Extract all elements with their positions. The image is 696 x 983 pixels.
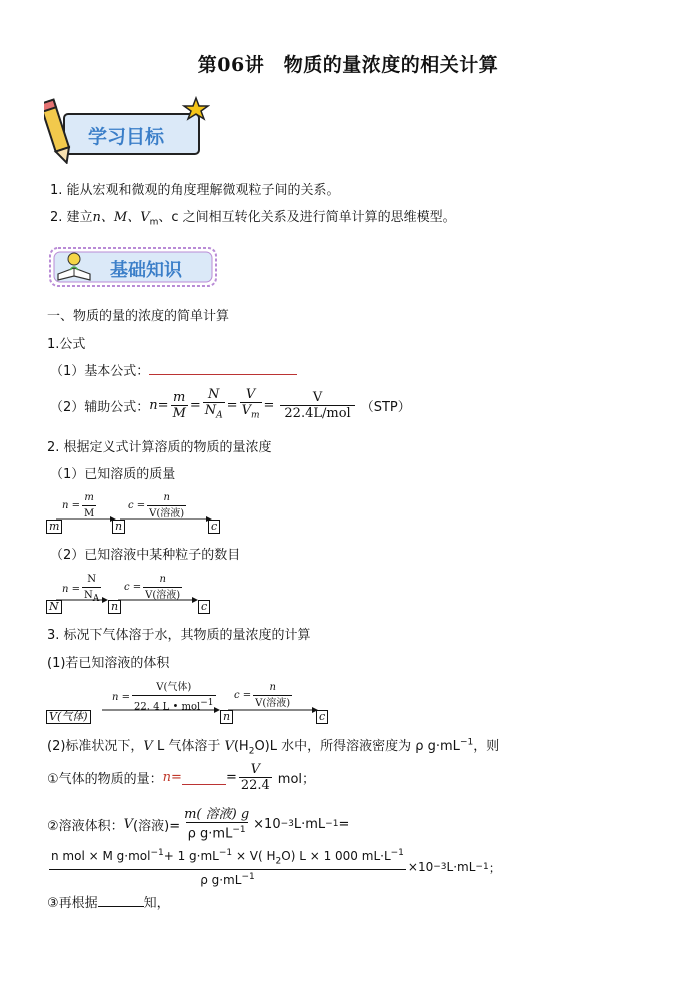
answer-blank[interactable] — [182, 770, 226, 785]
answer-blank[interactable] — [149, 360, 297, 375]
flow-box-c2: c — [198, 600, 210, 614]
goals-banner-title: 学习目标 — [88, 126, 165, 148]
flow-box-n: n — [112, 520, 125, 534]
subsection-2-2: （2）已知溶液中某种粒子的数目 — [50, 548, 241, 563]
flow-box-n3: n — [220, 710, 233, 724]
flow-diagram-2: n = $\frac{N}{N_A}$ c = $\frac{n}{\text{V(溶液)}}$ N n c — [46, 570, 216, 616]
flow-diagram-1: n = $\frac{m}{M}$ c = $\frac{n}{\text{V(溶液)}}$ m n c — [46, 488, 226, 536]
flow-box-m: m — [46, 520, 62, 534]
subsection-3-1: (1)若已知溶液的体积 — [47, 656, 170, 671]
step-1: ①气体的物质的量： n = = $\frac{V}{22.4}$ mol； — [47, 762, 316, 793]
subsection-2-1: （1）已知溶质的质量 — [50, 467, 176, 482]
subsection-formula: 1.公式 — [47, 337, 86, 352]
page-title: 第06讲 物质的量浓度的相关计算 — [197, 54, 499, 76]
section-heading: 一、物质的量的浓度的简单计算 — [47, 309, 230, 324]
goal-1: 1. 能从宏观和微观的角度理解微观粒子间的关系。 — [50, 183, 340, 198]
flow-box-c: c — [208, 520, 220, 534]
goals-banner — [44, 92, 210, 164]
subsection-2: 2. 根据定义式计算溶质的物质的量浓度 — [47, 440, 272, 455]
step-3: ③再根据 知， — [47, 892, 170, 911]
fraction-V-22.4: $\frac{V}{22.4}$ — [240, 762, 270, 793]
flow-arrows — [46, 488, 226, 536]
fraction-expanded: $\frac{n mol \times M g\cdot mol^{-1}+ 1 g\cdot mL^{-1} \times V( H_2O) L \times 1 000 mL\cdot L^{-1}}{\rho g\cdot mL^{-1}}$ — [51, 848, 404, 888]
goal-2: 2. 建立n、M、$V_m$、c 之间相互转化关系及进行简单计算的思维模型。 — [50, 210, 456, 228]
flow-box-c3: c — [316, 710, 328, 724]
fraction-m-M: $\frac{m}{M}$ — [172, 389, 186, 421]
flow-box-N: N — [46, 600, 62, 614]
flow-arrows-2 — [46, 570, 216, 616]
flow-box-V-gas: V(气体) — [46, 710, 91, 724]
aux-formula: （2）辅助公式： n = $\frac{m}{M}$ = $\frac{N}{N_A}$ = $\frac{V}{V_m}$ = $\frac{V}{\text{22.4L/mol}}$ （STP） — [50, 387, 411, 424]
knowledge-banner-title: 基础知识 — [110, 260, 182, 281]
subsection-3: 3. 标况下气体溶于水，其物质的量浓度的计算 — [47, 628, 311, 643]
fraction-N-NA: $\frac{N}{N_A}$ — [203, 387, 225, 424]
step-2: ②溶液体积： V (溶液)= $\frac{\text{m( 溶液) g}}{\rho g\cdot mL^{-1}}$ ×10 −3 L·mL −1 = — [47, 807, 350, 842]
subsection-3-2: (2)标准状况下，V L 气体溶于 $V(H_2O)L$ 水中，所得溶液密度为 ρ $g\cdot mL^{-1}$，则 — [47, 737, 500, 757]
step-2-expansion: $\frac{n mol \times M g\cdot mol^{-1}+ 1 g\cdot mL^{-1} \times V( H_2O) L \times 1 000 mL\cdot L^{-1}}{\rho g\cdot mL^{-1}}$ ×10 −3 L·mL −1 ； — [51, 848, 501, 888]
fraction-V-22.4: $\frac{V}{\text{22.4L/mol}}$ — [280, 390, 354, 421]
flow-diagram-3: n = $\frac{\text{V(气体)}}{22. 4 L • mol^{-1}}$ c = $\frac{n}{\text{V(溶液)}}$ V(气体) n c — [46, 680, 336, 726]
fraction-solution-volume: $\frac{\text{m( 溶液) g}}{\rho g\cdot mL^{-1}}$ — [184, 807, 250, 842]
fraction-V-Vm: $\frac{V}{V_m}$ — [240, 387, 262, 424]
knowledge-banner — [48, 244, 220, 290]
answer-blank[interactable] — [98, 892, 144, 907]
basic-formula: （1）基本公式： — [50, 360, 297, 379]
flow-box-n2: n — [108, 600, 121, 614]
